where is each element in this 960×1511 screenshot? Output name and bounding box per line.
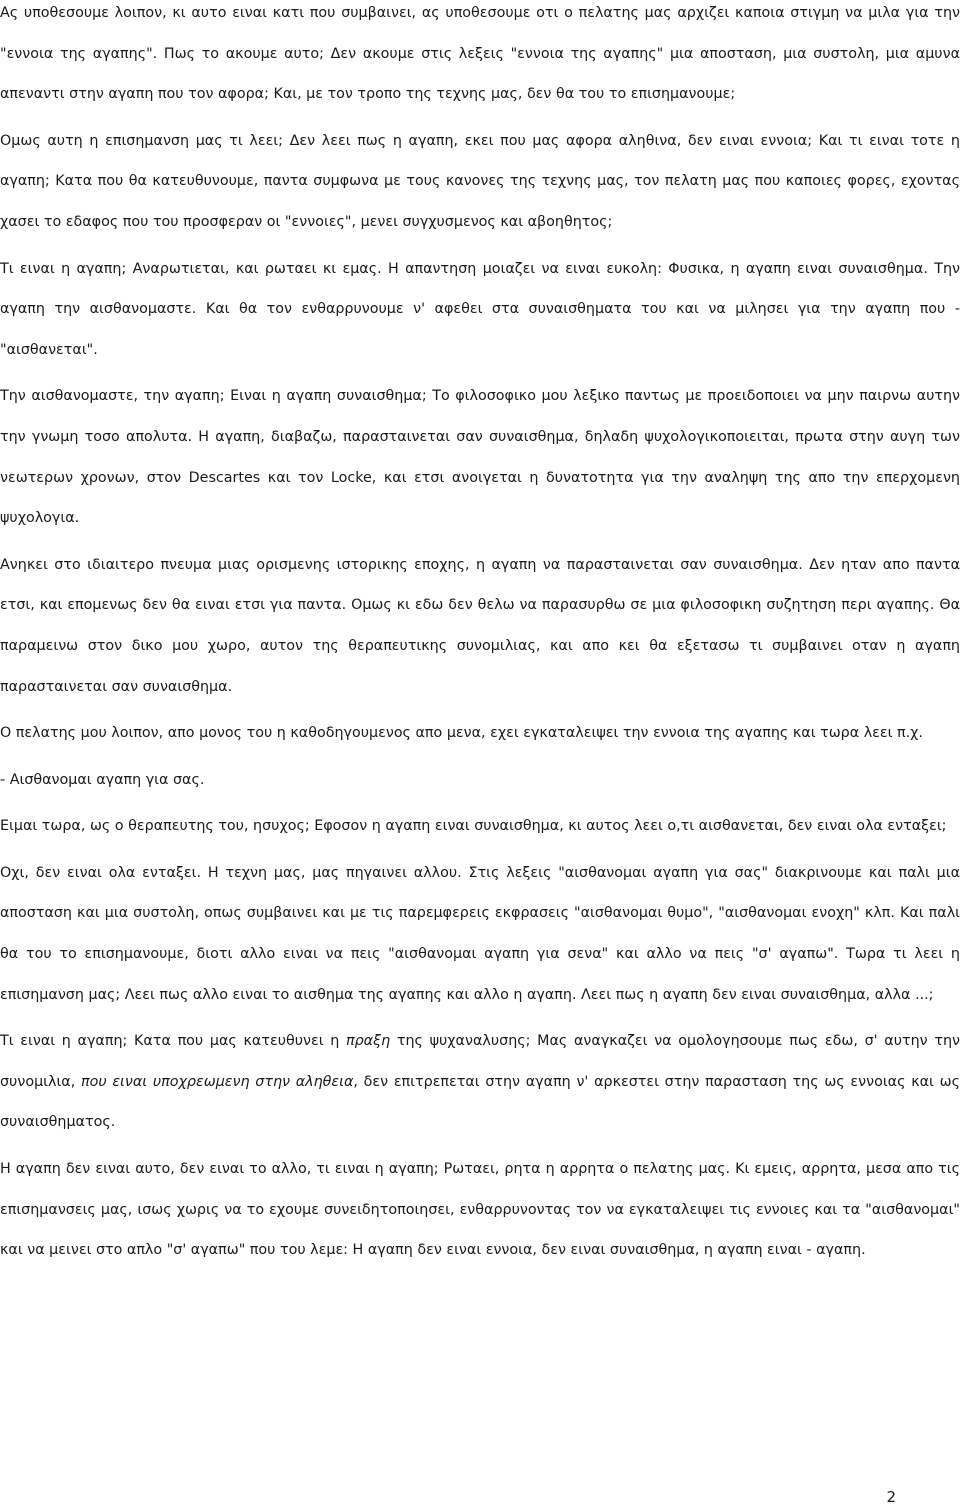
text-run: Την αισθανομαστε, την αγαπη; Ειναι η αγαπη συναισθημα; Το φιλοσοφικο μου λεξικο παντως με προειδοποιει να μην παιρνω αυτην την γνωμη τοσο απολυτα. Η αγαπη, διαβαζω, παρασταινεται σαν συναισθημα, δηλαδη ψυχολογικοποιειται, πρωτα στην αυγη των νεωτερων χρονων, στον Descartes και τον Locke, και ετσι ανοιγεται η δυνατοτητα για την αναληψη της απο την επερχομενη ψυχολογια.	[0, 388, 960, 527]
text-run: Ανηκει στο ιδιαιτερο πνευμα μιας ορισμενης ιστορικης εποχης, η αγαπη να παρασταινεται σαν συναισθημα. Δεν ηταν απο παντα ετσι, και επομενως δεν θα ειναι ετσι για παντα. Ομως κι εδω δεν θελω να παρασυρθω σε μια φιλοσοφικη συζητηση περι αγαπης. Θα παραμεινω στον δικο μου χωρο, αυτον της θεραπευτικης συνομιλιας, και απο κει θα εξετασω τι συμβαινει οταν η αγαπη παρασταινεται σαν συναισθημα.	[0, 556, 960, 695]
text-run: Ο πελατης μου λοιπον, απο μονος του η καθοδηγουμενος απο μενα, εχει εγκαταλειψει την εννοια της αγαπης και τωρα λεει π.χ.	[0, 725, 923, 742]
paragraph	[0, 1021, 960, 1143]
text-run: Ομως αυτη η επισημανση μας τι λεει; Δεν λεει πως η αγαπη, εκει που μας αφορα αληθινα, δεν ειναι εννοια; Και τι ειναι τοτε η αγαπη; Κατα που θα κατευθυνουμε, παντα συμφωνα με τους κανονες της τεχνης μας, τον πελατη μας που καποιες φορες, εχοντας χασει το εδαφος που του προσφεραν οι "εννοιες", μενει συγχυσμενος και αβοηθητος;	[0, 132, 960, 230]
text-run: Η αγαπη δεν ειναι αυτο, δεν ειναι το αλλο, τι ειναι η αγαπη; Ρωταει, ρητα η αρρητα ο πελατης μας. Κι εμεις, αρρητα, μεσα απο τις επισημανσεις μας, ισως χωρις να το εχουμε συνειδητοποιησει, ενθαρρυνοντας τον να εγκαταλειψει τις εννοιες και τα "αισθανομαι" και να μεινει στο απλο "σ' αγαπω" που του λεμε: Η αγαπη δεν ειναι εννοια, δεν ειναι συναισθημα, η αγαπη ειναι - αγαπη.	[0, 1161, 960, 1259]
text-run: Τι ειναι η αγαπη; Αναρωτιεται, και ρωταει κι εμας. Η απαντηση μοιαζει να ειναι ευκολη: Φυσικα, η αγαπη ειναι συναισθημα. Την αγαπη την αισθανομαστε. Και θα τον ενθαρρυνουμε ν' αφεθει στα συναισθηματα του και να μιλησει για την αγαπη που - "αισθανεται".	[0, 260, 960, 358]
paragraph	[0, 760, 960, 801]
text-run: Ας υποθεσουμε λοιπον, κι αυτο ειναι κατι που συμβαινει, ας υποθεσουμε οτι ο πελατης μας αρχιζει καποια στιγμη να μιλα για την "εννοια της αγαπης". Πως το ακουμε αυτο; Δεν ακουμε στις λεξεις "εννοια της αγαπης" μια αποσταση, μια συστολη, μια αμυνα απεναντι στην αγαπη που τον αφορα; Και, με τον τροπο της τεχνης μας, δεν θα του το επισημανουμε;	[0, 5, 960, 103]
paragraph	[0, 545, 960, 707]
paragraph	[0, 0, 960, 115]
text-run: Οχι, δεν ειναι ολα ενταξει. Η τεχνη μας, μας πηγαινει αλλου. Στις λεξεις "αισθανομαι αγαπη για σας" διακρινουμε και παλι μια αποσταση και μια συστολη, οπως συμβαινει και με τις παρεμφερεις εκφρασεις "αισθανομαι θυμο", "αισθανομαι ενοχη" κλπ. Και παλι θα του το επισημανουμε, διοτι αλλο ειναι να πεις "αισθανομαι αγαπη για σενα" και αλλο να πεις "σ' αγαπω". Τωρα τι λεει η επισημανση μας; Λεει πως αλλο ειναι το αισθημα της αγαπης και αλλο η αγαπη. Λεει πως η αγαπη δεν ειναι συναισθημα, αλλα ...;	[0, 864, 960, 1003]
paragraph	[0, 713, 960, 754]
text-run: Τι ειναι η αγαπη; Κατα που μας κατευθυνει η	[0, 1033, 346, 1050]
text-run: Ειμαι τωρα, ως ο θεραπευτης του, ησυχος; Εφοσον η αγαπη ειναι συναισθημα, κι αυτος λεει ο,τι αισθανεται, δεν ειναι ολα ενταξει;	[0, 818, 947, 835]
paragraph	[0, 376, 960, 538]
paragraph	[0, 1149, 960, 1271]
page-number: 2	[886, 1488, 896, 1506]
text-run: της ψυχαναλυσης; Μας αναγκαζει να ομολογησουμε πως εδω, σ' αυτην την συνομιλια,	[0, 1033, 960, 1090]
text-run: , δεν επιτρεπεται στην αγαπη ν' αρκεστει στην παρασταση της ως εννοιας και ως συναισθηματος.	[0, 1073, 960, 1131]
italic-text: που ειναι υποχρεωμενη στην αληθεια	[80, 1073, 354, 1090]
text-run: - Αισθανομαι αγαπη για σας.	[0, 771, 205, 788]
italic-text: πραξη	[346, 1033, 391, 1050]
paragraph	[0, 853, 960, 1015]
paragraph	[0, 806, 960, 847]
paragraph	[0, 249, 960, 371]
paragraph	[0, 121, 960, 243]
